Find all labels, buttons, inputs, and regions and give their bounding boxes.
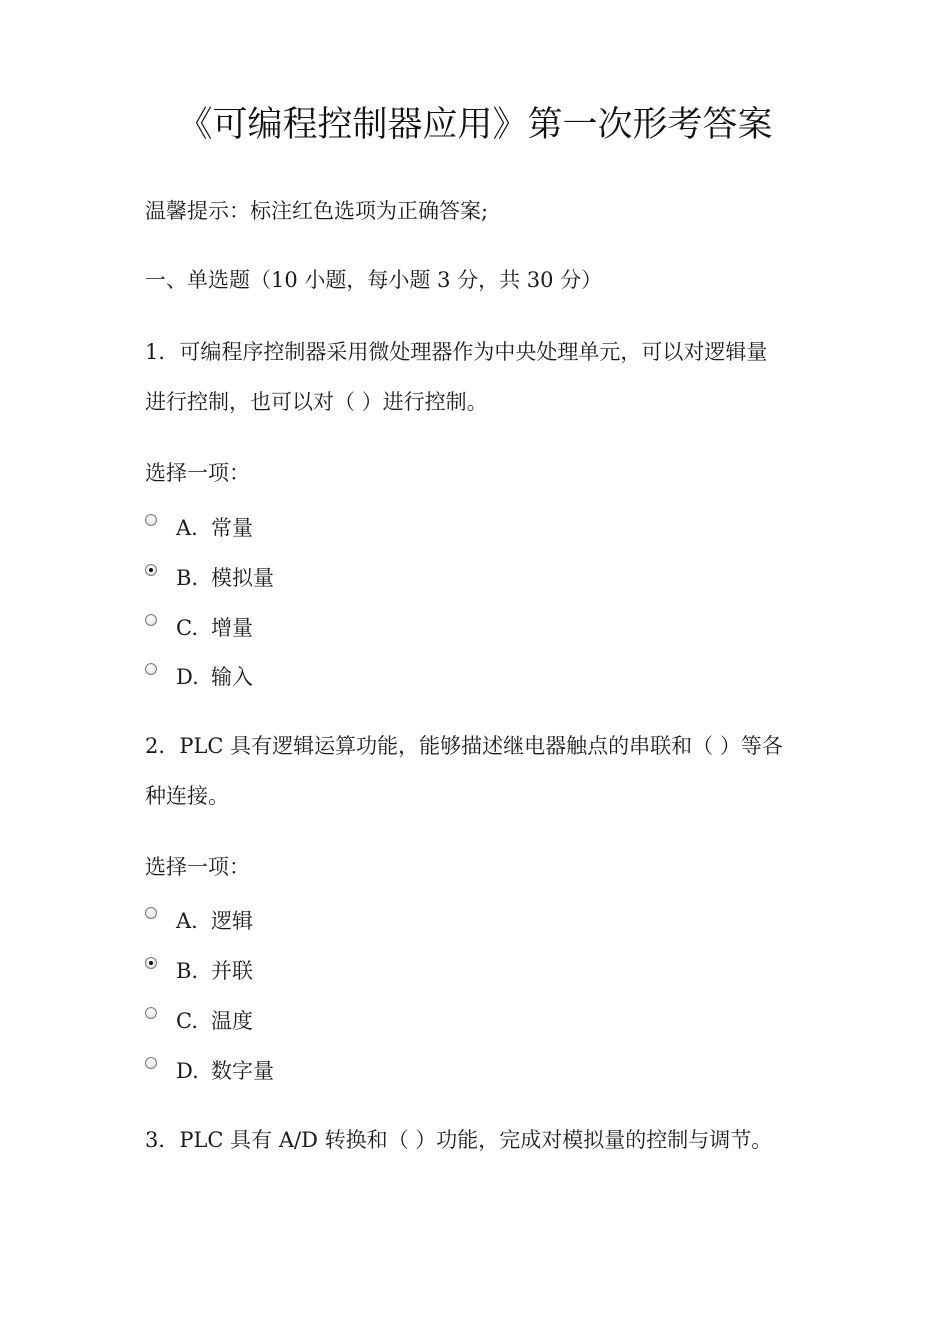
radio-unchecked-icon[interactable] <box>145 1007 157 1019</box>
option-text: 常量 <box>211 516 253 540</box>
question-2-prompt: 选择一项： <box>145 855 250 879</box>
radio-unchecked-icon[interactable] <box>145 907 157 919</box>
section-heading: 一、单选题（10 小题，每小题 3 分，共 30 分） <box>145 268 603 292</box>
option-text: 数字量 <box>211 1059 274 1083</box>
radio-unchecked-icon[interactable] <box>145 614 157 626</box>
option-letter: B. <box>176 566 199 590</box>
option-text: 逻辑 <box>211 909 253 933</box>
option-letter: B. <box>176 959 199 983</box>
question-1-prompt: 选择一项： <box>145 461 250 485</box>
option-text: 模拟量 <box>211 566 274 590</box>
option-letter: C. <box>176 1009 198 1033</box>
radio-unchecked-icon[interactable] <box>145 1057 157 1069</box>
option-text: 增量 <box>211 616 253 640</box>
option-letter: D. <box>176 665 199 689</box>
radio-unchecked-icon[interactable] <box>145 514 157 526</box>
question-1-line-2: 进行控制，也可以对（ ）进行控制。 <box>145 390 488 414</box>
option-letter: A. <box>176 516 198 540</box>
radio-unchecked-icon[interactable] <box>145 663 157 675</box>
radio-checked-icon[interactable] <box>145 564 157 576</box>
option-text: 并联 <box>211 959 253 983</box>
question-1-line-1: 1．可编程序控制器采用微处理器作为中央处理单元，可以对逻辑量 <box>145 340 768 364</box>
question-2-line-2: 种连接。 <box>145 784 229 808</box>
page-title: 《可编程控制器应用》第一次形考答案 <box>177 105 773 145</box>
option-letter: A. <box>176 909 198 933</box>
tip-text: 温馨提示：标注红色选项为正确答案; <box>145 199 489 223</box>
option-letter: C. <box>176 616 198 640</box>
option-text: 温度 <box>211 1009 253 1033</box>
option-text: 输入 <box>211 665 253 689</box>
question-3-line-1: 3．PLC 具有 A/D 转换和（ ）功能，完成对模拟量的控制与调节。 <box>145 1128 773 1152</box>
option-letter: D. <box>176 1059 199 1083</box>
radio-checked-icon[interactable] <box>145 957 157 969</box>
question-2-line-1: 2．PLC 具有逻辑运算功能，能够描述继电器触点的串联和（ ）等各 <box>145 734 783 758</box>
